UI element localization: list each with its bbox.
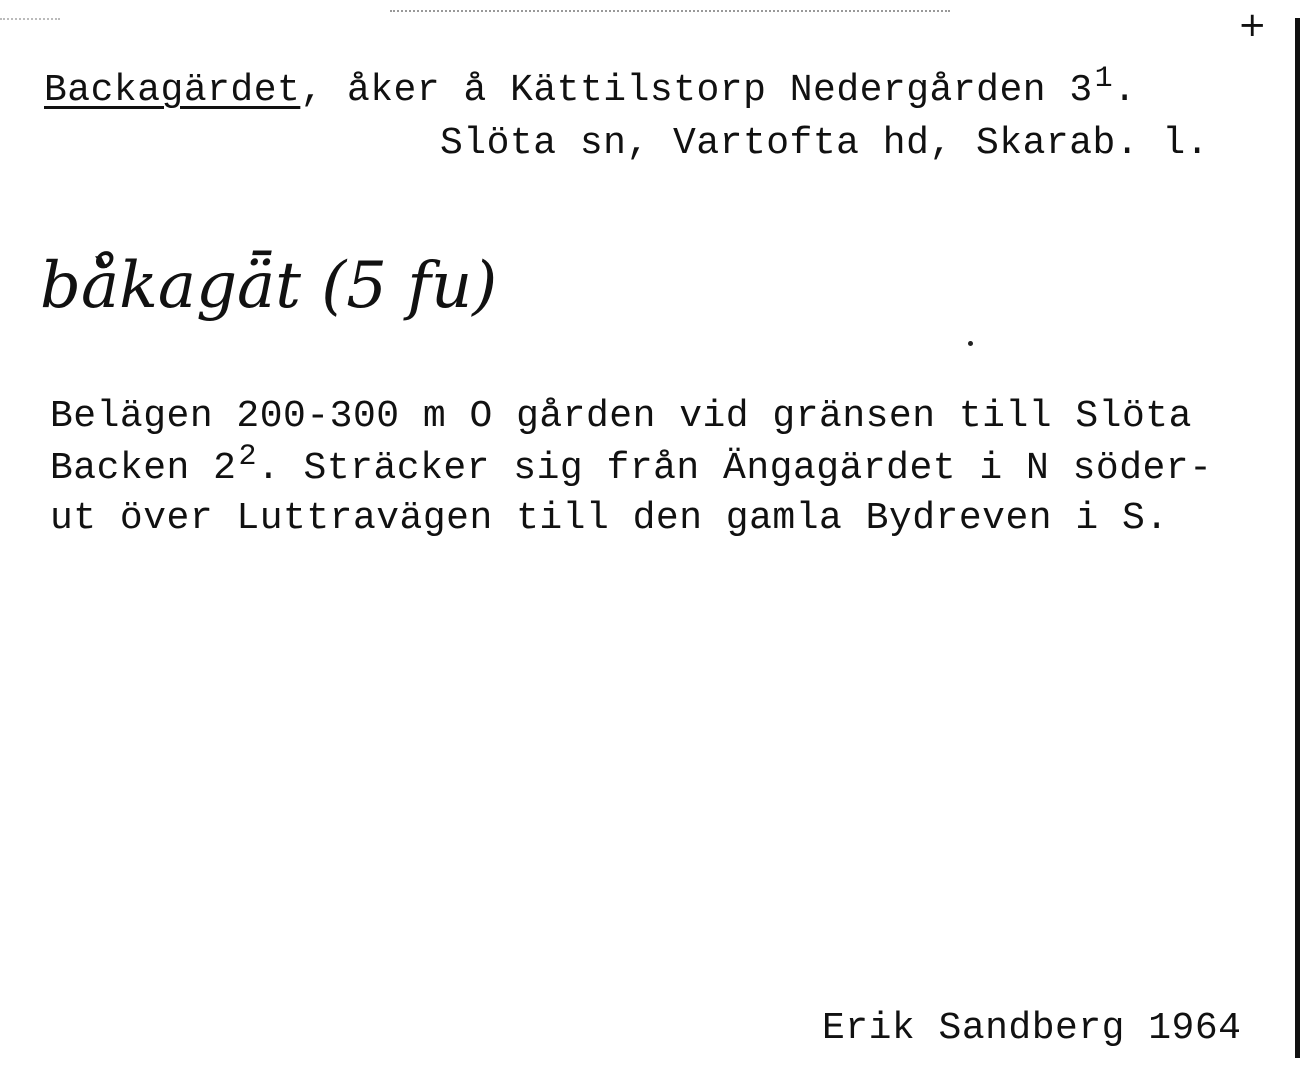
body-line-2-a: Backen 2 bbox=[50, 447, 237, 490]
header-line-2: Slöta sn, Vartofta hd, Skarab. l. bbox=[440, 122, 1210, 165]
ink-speck bbox=[968, 341, 973, 346]
body-line-1: Belägen 200-300 m O gården vid gränsen till Slöta bbox=[50, 395, 1192, 438]
headword: Backagärdet bbox=[44, 69, 301, 112]
signature: Erik Sandberg 1964 bbox=[822, 1007, 1242, 1050]
scan-artifact bbox=[0, 18, 60, 22]
body-line-3: ut över Luttravägen till den gamla Bydreven i S. bbox=[50, 497, 1169, 540]
header-line-1 bbox=[44, 62, 1137, 112]
body-line-2 bbox=[50, 440, 1213, 490]
handwritten-text: bå̀kagǟt (5 fu) bbox=[40, 249, 498, 323]
body-superscript: 2 bbox=[238, 440, 257, 474]
scan-artifact bbox=[390, 10, 950, 16]
body-line-2-b: . Sträcker sig från Ängagärdet i N söder- bbox=[256, 447, 1213, 490]
handwritten-pronunciation bbox=[40, 235, 660, 355]
header-line-1-end: . bbox=[1113, 69, 1137, 112]
header-line-1-rest: , åker å Kättilstorp Nedergården 3 bbox=[300, 69, 1093, 112]
card-edge-line bbox=[1295, 18, 1300, 1058]
corner-mark: + bbox=[1238, 5, 1267, 45]
header-superscript: 1 bbox=[1094, 62, 1114, 96]
